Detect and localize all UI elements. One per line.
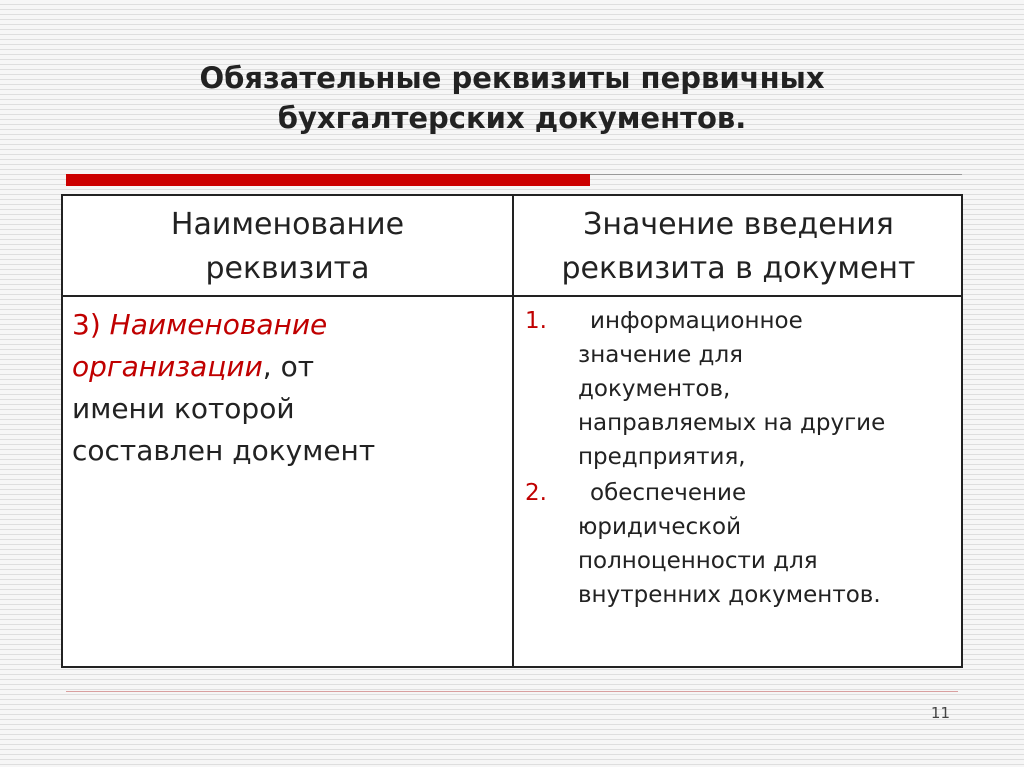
list-item-1-line-2: значение для <box>578 342 743 368</box>
cell-left-line-2 <box>72 346 502 388</box>
header-right-line-2: реквизита в документ <box>561 250 916 286</box>
list-item <box>516 476 956 612</box>
cell-left-line-4: составлен документ <box>72 434 376 467</box>
row-divider <box>63 295 961 297</box>
slide-title <box>60 58 964 138</box>
header-requisite-meaning <box>516 200 961 293</box>
header-left-line-2: реквизита <box>205 250 370 286</box>
list-item-2-line-2: юридической <box>578 514 742 540</box>
slide-title-line-2: бухгалтерских документов. <box>277 101 747 135</box>
requisites-table <box>61 194 963 668</box>
requisite-connector: , от <box>262 350 315 383</box>
requisite-name-part-1: Наименование <box>109 308 328 341</box>
list-number: 2. <box>525 480 547 506</box>
page-number: 11 <box>930 704 950 722</box>
accent-line <box>590 174 962 175</box>
list-item-1-line-3: документов, <box>578 376 731 402</box>
header-left-line-1: Наименование <box>170 206 405 242</box>
header-requisite-name <box>67 200 508 293</box>
list-item-2-line-3: полноценности для <box>578 548 818 574</box>
column-divider <box>512 196 514 666</box>
accent-bar <box>66 174 590 186</box>
footer-line <box>66 691 958 692</box>
cell-requisite-meaning <box>516 304 956 614</box>
requisite-number: 3) <box>72 308 101 341</box>
list-item-1-line-1: информационное <box>590 308 803 334</box>
list-item-2-line-1: обеспечение <box>590 480 747 506</box>
list-item-2-line-4: внутренних документов. <box>578 582 881 608</box>
list-item-1-line-5: предприятия, <box>578 444 746 470</box>
list-number: 1. <box>525 308 547 334</box>
slide-title-line-1: Обязательные реквизиты первичных <box>199 61 825 95</box>
cell-left-line-3: имени которой <box>72 392 295 425</box>
requisite-name-part-2: организации <box>72 350 263 383</box>
list-item-1-line-4: направляемых на другие <box>578 410 886 436</box>
list-item <box>516 304 956 474</box>
header-right-line-1: Значение введения <box>583 206 894 242</box>
cell-requisite-name <box>72 304 502 472</box>
cell-left-line-1 <box>72 304 502 346</box>
